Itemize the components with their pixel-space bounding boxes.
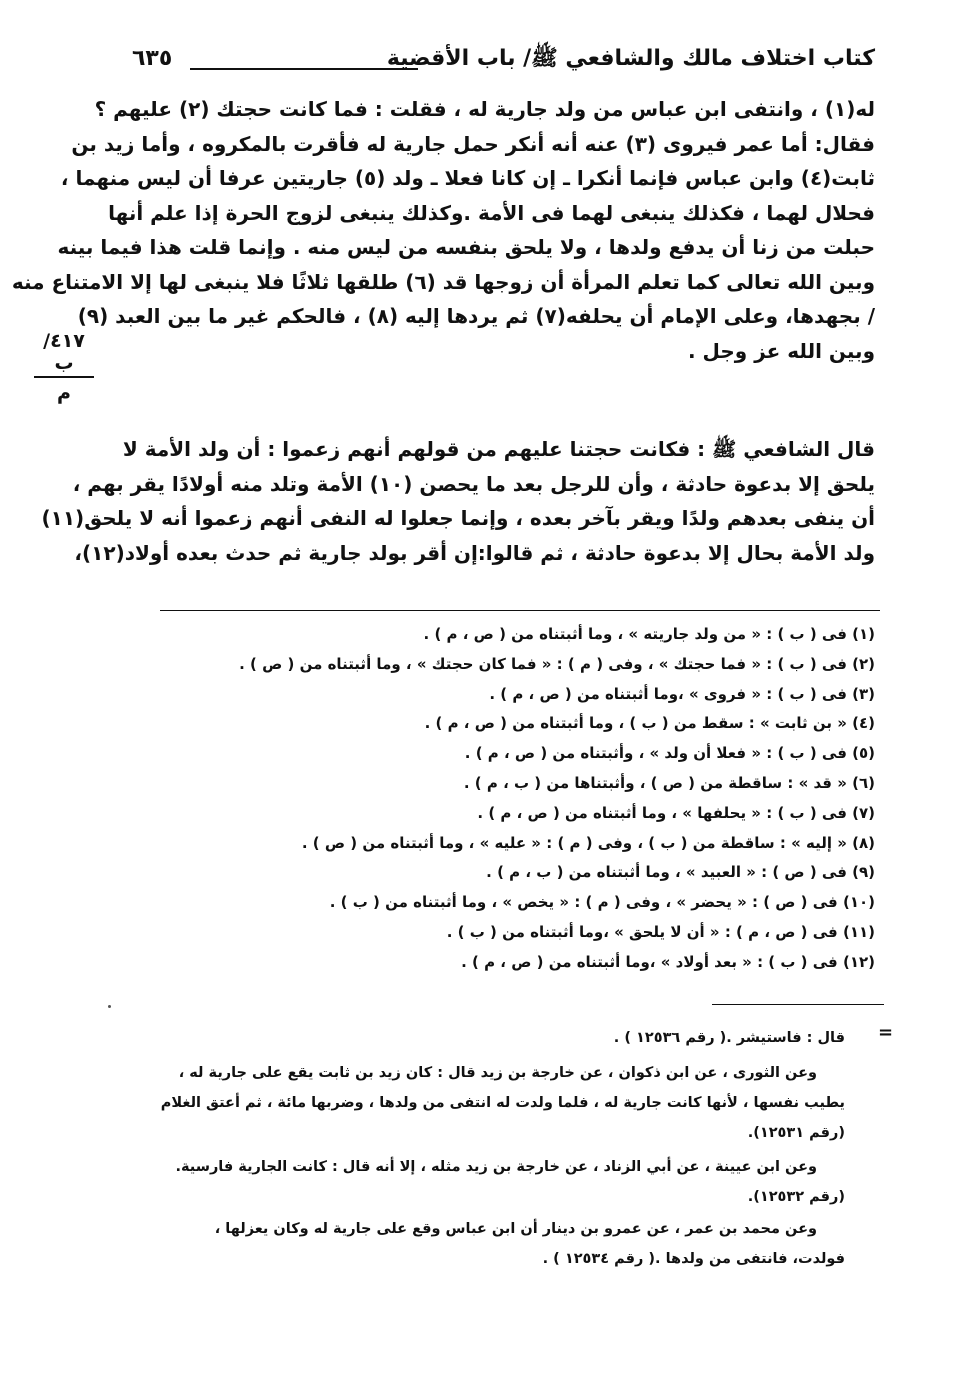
folio-number: ٤١٧/ب (34, 330, 94, 378)
note-line: قال : فاستيشر .( رقم ١٢٥٣٦ ) . (613, 1030, 845, 1046)
commentary-note-c (133, 1152, 845, 1212)
text-line: فقال: أما عمر فيروى (٣) عنه أنه أنكر حمل جارية له فأقرت بالمكروه ، وأما زيد بن (71, 131, 875, 156)
notes-separator (712, 1004, 884, 1005)
text-line: يلحق إلا بدعوة حادثة ، وأن للرجل بعد ما يحصن (١٠) الأمة وتلد منه أولادًا يقر بهم ، (72, 471, 875, 496)
commentary-note-a (133, 1023, 845, 1053)
footnote: (٦) « قد » : ساقطة من ( ص ) ، وأثبتناها من ( ب ، م ) . (463, 773, 875, 792)
footnote: (٣) فى ( ب ) : « فروى » ،وما أثبتناه من ( ص ، م ) . (489, 684, 875, 703)
text-line: له(١) ، وانتفى ابن عباس من ولد جارية له ، فقلت : فما كانت حجتك (٢) عليهم ؟ (94, 97, 875, 121)
text-line: حبلت من زنا أن يدفع ولدها ، ولا يلحق بنفسه من ليس منه . وإنما قلت هذا فيما بينه (57, 235, 875, 259)
text-line: قال الشافعي ﷺ : فكانت حجتنا عليهم من قولهم أنهم زعموا : أن ولد الأمة لا (122, 437, 875, 461)
commentary-note-d (133, 1214, 845, 1274)
commentary-note-b (133, 1058, 845, 1148)
scan-speck (108, 1005, 111, 1008)
note-line: وعن ابن عيينة ، عن أبي الزناد ، عن خارجة بن زيد مثله ، إلا أنه قال : كانت الجارية فارسية. (175, 1159, 817, 1175)
text-line: وبين الله تعالى كما تعلم المرأة أن زوجها قد (٦) طلقها ثلاثًا فلا ينبغى لها إلا الامتناع منه (11, 269, 875, 294)
text-line: فحلال لهما ، فكذلك ينبغى لهما فى الأمة .وكذلك ينبغى لزوج الحرة إذا علم أنها (108, 200, 875, 225)
footnote: (٨) « إليه » : ساقطة من ( ب ) ، وفى ( م ) : « عليه » ، وما أثبتناه من ( ص ) . (301, 833, 875, 852)
note-line: (رقم ١٢٥٣١). (747, 1125, 845, 1141)
footnote: (٢) فى ( ب ) : « فما حجتك » ، وفى ( م ) : « فما كان حجتك » ، وما أثبتناه من ( ص ) . (239, 654, 875, 673)
text-line: ثابت(٤) وابن عباس فإنما أنكرا ـ إن كانا فعلا ـ ولد (٥) جاريتين عرفا أن ليس منهما ، (60, 166, 875, 190)
footnotes-list (115, 620, 875, 978)
running-header-title: كتاب اختلاف مالك والشافعي ﷺ/ باب الأقضية (386, 46, 875, 71)
manuscript-siglum: م (57, 382, 71, 404)
footnote: (٧) فى ( ب ) : « يحلفها » ، وما أثبتناه من ( ص ، م ) . (477, 803, 875, 822)
footnote: (٩) فى ( ص ) : « العبيد » ، وما أثبتناه من ( ب ، م ) . (486, 863, 875, 882)
text-line: / بجهدها، وعلى الإمام أن يحلفه(٧) ثم يردها إليه (٨) ، فالحكم غير ما بين العبد (٩) (77, 304, 875, 328)
header-rule (190, 68, 418, 70)
continuation-mark: = (878, 1022, 894, 1043)
main-paragraph-2 (41, 432, 875, 570)
text-line: وبين الله عز وجل . (687, 338, 875, 363)
note-line: (رقم ١٢٥٣٢). (747, 1189, 845, 1205)
footnote: (١٢) فى ( ب ) : « بعد أولاد » ،وما أثبتناه من ( ص ، م ) . (461, 952, 875, 971)
note-line: يطيب نفسها ، لأنها كانت جارية له ، فلما ولدت له انتفى من ولدها ، وضربها مائة ، ثم أعتق الغلام (160, 1095, 845, 1111)
footnote: (٥) فى ( ب ) : « فعلا أن ولد » ، وأثبتناه من ( ص ، م ) . (464, 744, 875, 763)
text-line: ولد الأمة بحال إلا بدعوة حادثة ، ثم قالوا:إن أقر بولد جارية ثم حدث بعده أولاد(١٢)، (74, 540, 875, 565)
footnote: (١) فى ( ب ) : « من ولد جاريته » ، وما أثبتناه من ( ص ، م ) . (423, 625, 875, 643)
footnote: (١٠) فى ( ص ) : « يحضر » ، وفى ( م ) : « يخص » ، وما أثبتناه من ( ب ) . (329, 893, 875, 912)
note-line: وعن محمد بن عمر ، عن عمرو بن دينار أن ابن عباس وقع على جارية له وكان يعزلها ، (214, 1221, 817, 1237)
manuscript-folio-ref (34, 330, 94, 404)
footnote: (٤) « بن ثابت » : سقط من ( ب ) ، وما أثبتناه من ( ص ، م ) . (424, 714, 875, 733)
footnote: (١١) فى ( ص ، م ) : « أن لا يلحق » ،وما أثبتناه من ( ب ) . (446, 922, 875, 941)
note-line: فولدت، فانتفى من ولدها .( رقم ١٢٥٣٤ ) . (542, 1251, 845, 1267)
note-line: وعن الثورى ، عن ابن ذكوان ، عن خارجة بن زيد قال : كان زيد بن ثابت يقع على جارية له ، (178, 1065, 817, 1081)
text-line: أن ينفى بعدهم ولدًا ويقر بآخر بعده ، وإنما جعلوا له النفى أنهم زعموا أنه لا يلحق(١١) (41, 506, 875, 530)
page-number: ٦٣٥ (132, 46, 173, 71)
text-underline-rule (160, 610, 880, 611)
